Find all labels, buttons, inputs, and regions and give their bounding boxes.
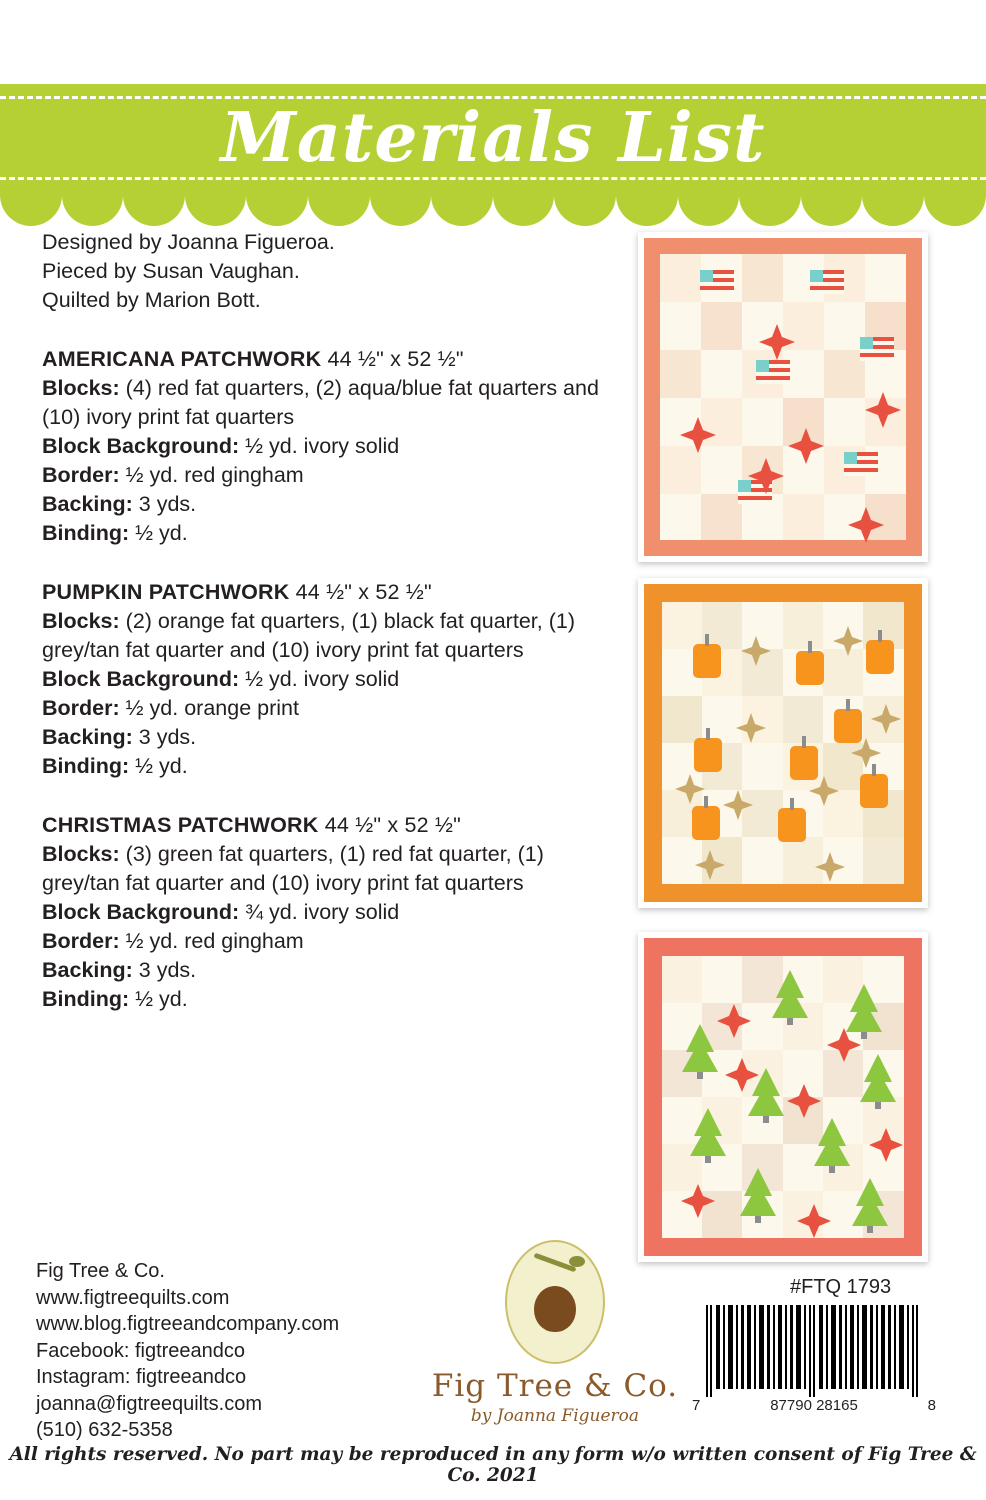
row-value: ½ yd. orange print — [125, 696, 299, 720]
materials-row — [42, 374, 612, 432]
credit-quilter: Quilted by Marion Bott. — [42, 288, 261, 312]
section-name: PUMPKIN PATCHWORK — [42, 580, 290, 604]
row-label: Blocks: — [42, 609, 120, 633]
pumpkin-quilt-photo — [638, 578, 928, 908]
section-heading — [42, 578, 612, 607]
instagram-handle[interactable]: Instagram: figtreeandco — [36, 1366, 247, 1388]
row-value: (2) orange fat quarters, (1) black fat quarter, (1) grey/tan fat quarter and (10) ivory print fat quarters — [42, 609, 575, 662]
website-link[interactable]: www.figtreequilts.com — [36, 1286, 230, 1309]
christmas-quilt-photo — [638, 932, 928, 1262]
americana-quilt-photo — [638, 232, 928, 562]
materials-row — [42, 607, 612, 665]
barcode-digit-mid: 87790 28165 — [770, 1397, 858, 1414]
row-label: Border: — [42, 929, 120, 953]
logo-byline: by Joanna Figueroa — [470, 1406, 640, 1426]
row-label: Backing: — [42, 492, 133, 516]
materials-row — [42, 927, 612, 956]
pumpkin-quilt-illustration — [638, 578, 928, 908]
section-heading — [42, 811, 612, 840]
row-label: Binding: — [42, 521, 130, 545]
credit-piecer: Pieced by Susan Vaughan. — [42, 259, 300, 283]
section-name: AMERICANA PATCHWORK — [42, 347, 322, 371]
row-value: (4) red fat quarters, (2) aqua/blue fat quarters and (10) ivory print fat quarters — [42, 376, 599, 429]
section-christmas — [42, 811, 612, 1014]
barcode-bars — [690, 1305, 938, 1397]
fig-icon — [505, 1240, 605, 1364]
materials-row — [42, 665, 612, 694]
materials-row — [42, 752, 612, 781]
row-label: Block Background: — [42, 900, 240, 924]
header-banner — [0, 84, 986, 192]
section-name: CHRISTMAS PATCHWORK — [42, 813, 319, 837]
section-size: 44 ½" x 52 ½" — [327, 347, 464, 371]
materials-row — [42, 898, 612, 927]
fig-body-icon — [534, 1286, 576, 1332]
materials-row — [42, 461, 612, 490]
row-label: Blocks: — [42, 376, 120, 400]
barcode-digit-left: 7 — [692, 1397, 701, 1414]
row-value: ½ yd. — [135, 521, 188, 545]
materials-text-column — [42, 228, 612, 1044]
materials-row — [42, 840, 612, 898]
materials-row — [42, 723, 612, 752]
facebook-handle[interactable]: Facebook: figtreeandco — [36, 1339, 246, 1362]
company-name: Fig Tree & Co. — [36, 1260, 165, 1282]
fig-tree-logo — [430, 1240, 680, 1426]
section-pumpkin — [42, 578, 612, 781]
row-label: Border: — [42, 696, 120, 720]
materials-row — [42, 519, 612, 548]
section-size: 44 ½" x 52 ½" — [324, 813, 461, 837]
fig-leaf-icon — [569, 1256, 585, 1267]
materials-row — [42, 432, 612, 461]
row-label: Border: — [42, 463, 120, 487]
row-value: ½ yd. ivory solid — [245, 667, 400, 691]
email-link[interactable]: joanna@figtreequilts.com — [36, 1392, 262, 1415]
row-value: 3 yds. — [138, 725, 197, 749]
blog-link[interactable]: www.blog.figtreeandcompany.com — [36, 1313, 340, 1335]
barcode-digit-right: 8 — [927, 1397, 936, 1414]
row-value: 3 yds. — [138, 958, 197, 982]
row-value: 3 yds. — [138, 492, 197, 516]
americana-quilt-illustration — [638, 232, 928, 562]
row-label: Block Background: — [42, 434, 240, 458]
row-value: ½ yd. ivory solid — [245, 434, 400, 458]
row-label: Blocks: — [42, 842, 120, 866]
banner-scallop-edge — [0, 192, 986, 226]
barcode — [690, 1305, 938, 1417]
barcode-digits — [690, 1397, 938, 1417]
section-size: 44 ½" x 52 ½" — [295, 580, 432, 604]
row-value: ½ yd. red gingham — [125, 929, 304, 953]
materials-row — [42, 956, 612, 985]
logo-company-name: Fig Tree & Co. — [431, 1368, 679, 1404]
materials-row — [42, 985, 612, 1014]
materials-row — [42, 490, 612, 519]
section-heading — [42, 345, 612, 374]
phone-number: (510) 632-5358 — [36, 1419, 173, 1441]
row-value: ½ yd. — [135, 754, 188, 778]
row-label: Backing: — [42, 725, 133, 749]
materials-row — [42, 694, 612, 723]
copyright-notice: All rights reserved. No part may be reproduced in any form w/o written consent of Fig Tree & Co. 2021 — [9, 1444, 977, 1486]
row-value: ½ yd. red gingham — [125, 463, 304, 487]
row-value: (3) green fat quarters, (1) red fat quarter, (1) grey/tan fat quarter and (10) ivory print fat quarters — [42, 842, 544, 895]
row-value: ¾ yd. ivory solid — [245, 900, 400, 924]
footer-contact-block — [36, 1258, 456, 1444]
row-label: Binding: — [42, 754, 130, 778]
section-americana — [42, 345, 612, 548]
row-label: Backing: — [42, 958, 133, 982]
row-value: ½ yd. — [135, 987, 188, 1011]
page-title: Materials List — [220, 98, 766, 178]
row-label: Binding: — [42, 987, 130, 1011]
credits-block — [42, 228, 612, 315]
sku-number: #FTQ 1793 — [790, 1276, 892, 1298]
row-label: Block Background: — [42, 667, 240, 691]
christmas-quilt-illustration — [638, 932, 928, 1262]
credit-designer: Designed by Joanna Figueroa. — [42, 230, 335, 254]
